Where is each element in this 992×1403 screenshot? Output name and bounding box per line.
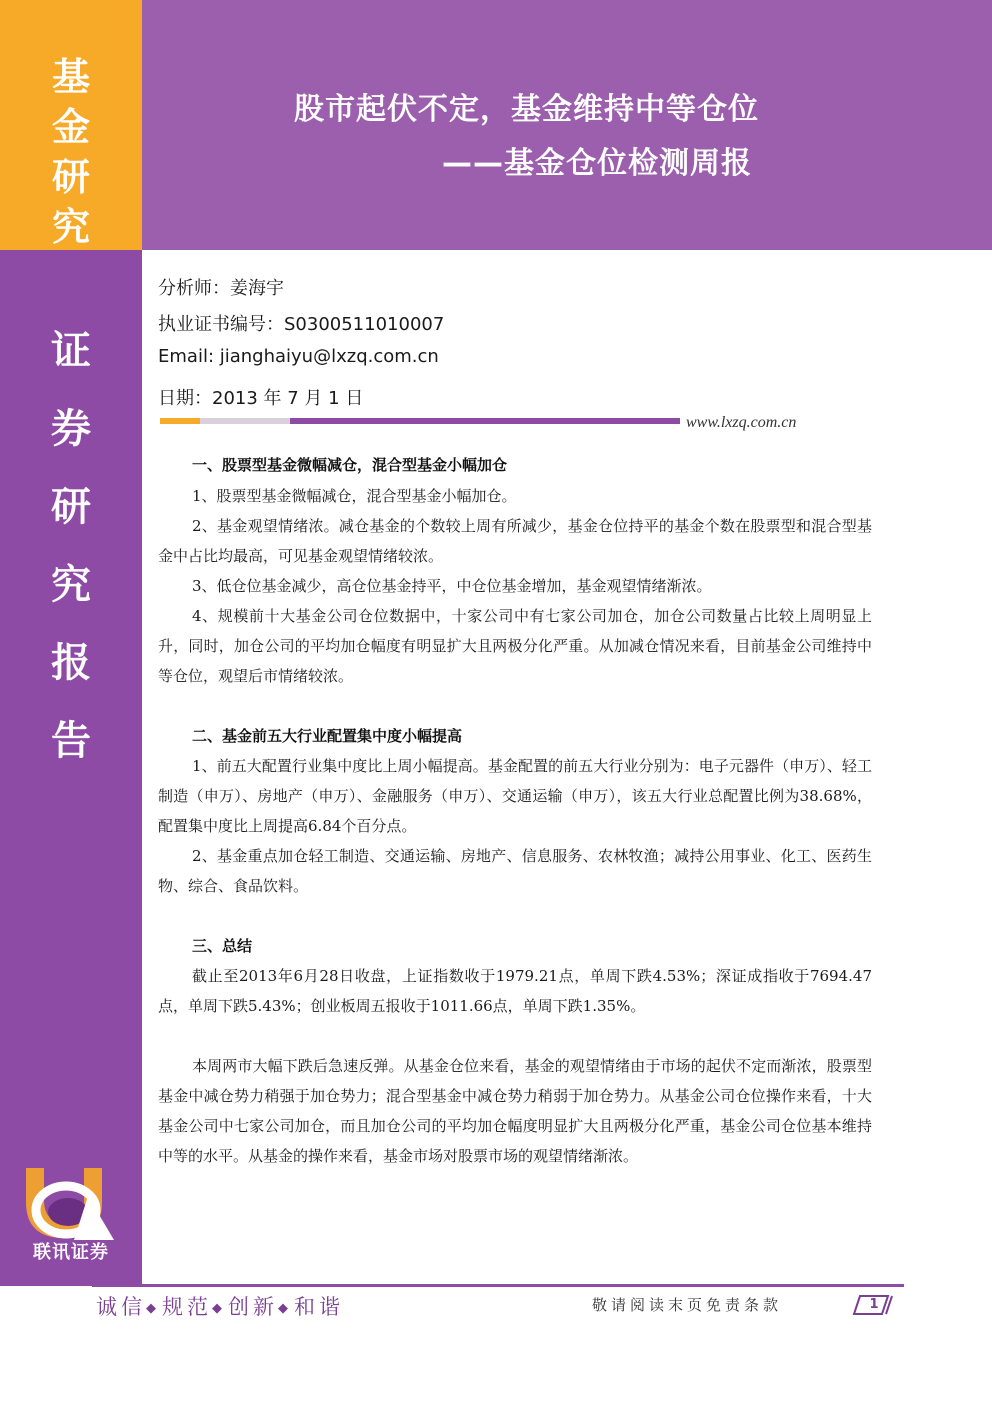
footer-motto bbox=[96, 1291, 344, 1321]
rule-gray-segment bbox=[200, 418, 290, 424]
motto-item: 规范 bbox=[162, 1295, 212, 1319]
left-sidebar bbox=[0, 250, 142, 1286]
rule-purple-segment bbox=[290, 418, 680, 424]
section-heading-1: 一、股票型基金微幅减仓，混合型基金小幅加仓 bbox=[192, 456, 508, 474]
footer-disclaimer: 敬请阅读末页免责条款 bbox=[592, 1296, 783, 1314]
diamond-icon: ◆ bbox=[278, 1301, 294, 1316]
report-date: 日期：2013 年 7 月 1 日 bbox=[158, 388, 364, 409]
section-3-paragraph: 本周两市大幅下跌后急速反弹。从基金仓位来看，基金的观望情绪由于市场的起伏不定而渐浓，股票型基金中减仓势力稍强于加仓势力；混合型基金中减仓势力稍弱于加仓势力。从基金公司仓位操作来看，十大基金公司中七家公司加仓，而且加仓公司的平均加仓幅度明显扩大且两极分化严重，基金公司仓位基本维持中等的水平。从基金的操作来看，基金市场对股票市场的观望情绪渐浓。 bbox=[158, 1057, 872, 1165]
report-title: 股市起伏不定，基金维持中等仓位 bbox=[294, 92, 759, 127]
company-logo-label: 联讯证券 bbox=[33, 1242, 109, 1263]
section-2-paragraph: 2、基金重点加仓轻工制造、交通运输、房地产、信息服务、农林牧渔；减持公用事业、化工、医药生物、综合、食品饮料。 bbox=[158, 847, 872, 895]
license-number: 执业证书编号：S0300511010007 bbox=[158, 314, 445, 335]
footer-divider bbox=[92, 1284, 904, 1287]
page-number: 1 bbox=[869, 1297, 879, 1312]
section-heading-2: 二、基金前五大行业配置集中度小幅提高 bbox=[192, 727, 463, 745]
report-subtitle: ——基金仓位检测周报 bbox=[442, 146, 752, 181]
section-2-paragraph: 1、前五大配置行业集中度比上周小幅提高。基金配置的前五大行业分别为：电子元器件（申万）、轻工制造（申万）、房地产（申万）、金融服务（申万）、交通运输（申万），该五大行业总配置比例为38.68%，配置集中度比上周提高6.84个百分点。 bbox=[158, 757, 872, 835]
page-number-badge bbox=[852, 1294, 896, 1316]
rule-orange-segment bbox=[160, 418, 200, 424]
section-1-paragraph: 4、规模前十大基金公司仓位数据中，十家公司中有七家公司加仓，加仓公司数量占比较上周明显上升，同时，加仓公司的平均加仓幅度有明显扩大且两极分化严重。从加减仓情况来看，目前基金公司维持中等仓位，观望后市情绪较浓。 bbox=[158, 607, 872, 685]
diamond-icon: ◆ bbox=[212, 1301, 228, 1316]
diamond-icon: ◆ bbox=[146, 1301, 162, 1316]
motto-item: 诚信 bbox=[96, 1295, 146, 1319]
website-link[interactable]: www.lxzq.com.cn bbox=[686, 414, 797, 431]
report-type-label: 证 券 研 究 报 告 bbox=[51, 328, 91, 764]
motto-item: 创新 bbox=[228, 1295, 278, 1319]
analyst-email[interactable]: Email: jianghaiyu@lxzq.com.cn bbox=[158, 346, 439, 367]
section-label-box bbox=[0, 0, 142, 250]
section-1-paragraph: 2、基金观望情绪浓。减仓基金的个数较上周有所减少，基金仓位持平的基金个数在股票型和混合型基金中占比均最高，可见基金观望情绪较浓。 bbox=[158, 517, 872, 565]
section-heading-3: 三、总结 bbox=[192, 937, 253, 955]
motto-item: 和谐 bbox=[294, 1295, 344, 1319]
section-label-text: 基 金 研 究 bbox=[51, 55, 90, 249]
section-1-paragraph: 1、股票型基金微幅减仓，混合型基金小幅加仓。 bbox=[192, 487, 517, 505]
section-3-paragraph: 截止至2013年6月28日收盘，上证指数收于1979.21点，单周下跌4.53%；深证成指收于7694.47点，单周下跌5.43%；创业板周五报收于1011.66点，单周下跌1.35%。 bbox=[158, 967, 872, 1015]
analyst-name: 分析师：姜海宇 bbox=[158, 278, 284, 299]
section-1-paragraph: 3、低仓位基金减少，高仓位基金持平，中仓位基金增加，基金观望情绪渐浓。 bbox=[192, 577, 712, 595]
